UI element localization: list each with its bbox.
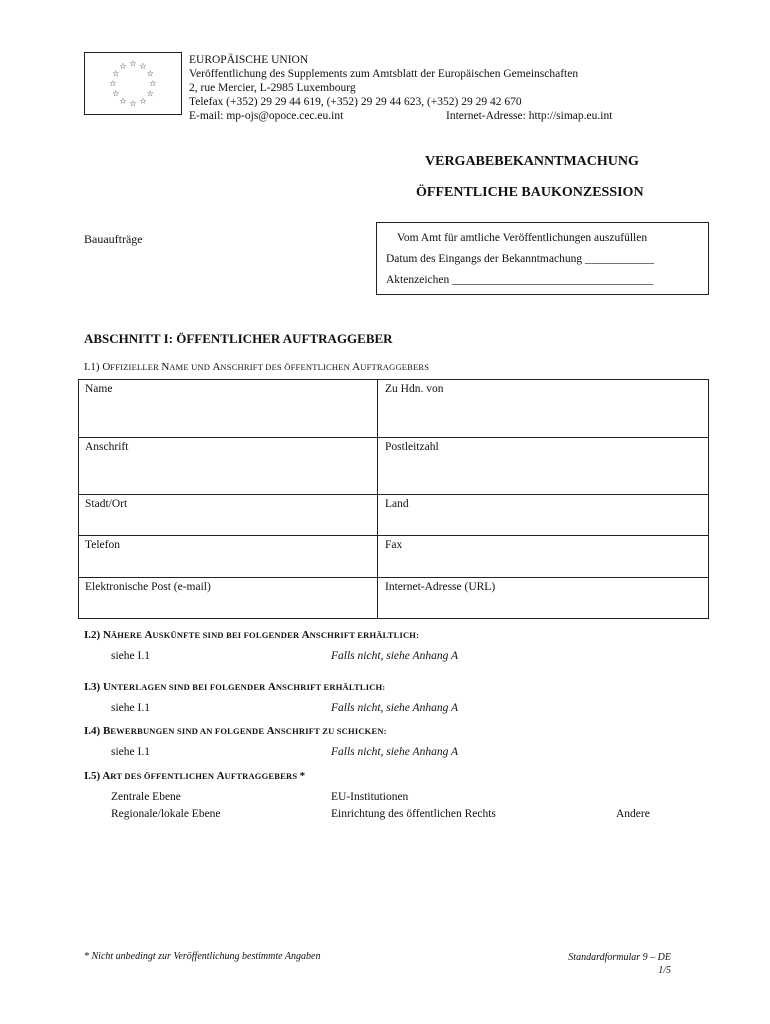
- eu-star-icon: ☆: [129, 59, 137, 68]
- header-internet: Internet-Adresse: http://simap.eu.int: [446, 110, 613, 122]
- eu-star-icon: ☆: [149, 79, 157, 88]
- eu-star-icon: ☆: [139, 61, 147, 71]
- header-org: EUROPÄISCHE UNION: [189, 54, 309, 66]
- postal-code-field[interactable]: Postleitzahl: [385, 441, 439, 453]
- header-email: E-mail: mp-ojs@opoce.cec.eu.int: [189, 110, 344, 122]
- header-telefax: Telefax (+352) 29 29 44 619, (+352) 29 29 44 623, (+352) 29 29 42 670: [189, 96, 522, 108]
- eu-flag-logo: [84, 52, 182, 115]
- url-field[interactable]: Internet-Adresse (URL): [385, 581, 496, 593]
- page-number: 1/5: [658, 965, 671, 976]
- contract-category: Bauaufträge: [84, 232, 143, 246]
- notice-subtitle: ÖFFENTLICHE BAUKONZESSION: [416, 185, 644, 200]
- type-central-label: Zentrale Ebene: [111, 791, 181, 803]
- header-publication: Veröffentlichung des Supplements zum Amtsblatt der Europäischen Gemeinschaften: [189, 68, 579, 80]
- table-row: [79, 495, 708, 536]
- type-regional-label: Regionale/lokale Ebene: [111, 808, 221, 820]
- eu-star-icon: ☆: [129, 99, 137, 108]
- phone-field[interactable]: Telefon: [79, 536, 378, 577]
- table-row: [79, 380, 708, 438]
- eu-star-icon: ☆: [112, 69, 120, 78]
- eu-star-icon: ☆: [119, 96, 127, 106]
- eu-star-icon: ☆: [112, 89, 120, 98]
- name-field[interactable]: Name: [79, 380, 378, 437]
- office-use-heading: Vom Amt für amtliche Veröffentlichungen auszufüllen: [397, 232, 648, 244]
- reference-number-field[interactable]: Aktenzeichen ___________________________________: [386, 274, 654, 286]
- city-field[interactable]: Stadt/Ort: [79, 495, 378, 535]
- office-use-box: [376, 222, 709, 295]
- fax-field[interactable]: Fax: [385, 539, 403, 551]
- footer-note: * Nicht unbedingt zur Veröffentlichung bestimmte Angaben: [84, 951, 321, 962]
- receipt-date-field[interactable]: Datum des Eingangs der Bekanntmachung ____________: [386, 253, 654, 265]
- section-title: ABSCHNITT I: ÖFFENTLICHER AUFTRAGGEBER: [84, 331, 393, 346]
- eu-star-icon: ☆: [139, 96, 147, 106]
- address-field[interactable]: Anschrift: [79, 438, 378, 494]
- notice-title: VERGABEBEKANNTMACHUNG: [425, 154, 639, 169]
- i2-otherwise-label: Falls nicht, siehe Anhang A: [331, 650, 459, 662]
- subsection-i4-heading: I.4) BEWERBUNGEN SIND AN FOLGENDE ANSCHRIFT ZU SCHICKEN:: [84, 725, 387, 737]
- subsection-i5-heading: I.5) ART DES ÖFFENTLICHEN AUFTRAGGEBERS *: [84, 770, 306, 782]
- type-other-label: Andere: [616, 808, 650, 820]
- subsection-i3-heading: I.3) UNTERLAGEN SIND BEI FOLGENDER ANSCHRIFT ERHÄLTLICH:: [84, 681, 386, 693]
- type-public-law-label: Einrichtung des öffentlichen Rechts: [331, 808, 496, 820]
- attention-field[interactable]: Zu Hdn. von: [385, 383, 444, 395]
- i4-see-i1-label: siehe I.1: [111, 746, 150, 758]
- contracting-authority-table: [78, 379, 709, 619]
- i3-otherwise-label: Falls nicht, siehe Anhang A: [331, 702, 459, 714]
- i3-see-i1-label: siehe I.1: [111, 702, 150, 714]
- eu-star-icon: ☆: [109, 79, 117, 88]
- table-row: [79, 536, 708, 578]
- footer-form-info: [545, 951, 671, 977]
- header-address: 2, rue Mercier, L-2985 Luxembourg: [189, 82, 356, 94]
- subsection-i2-heading: I.2) NÄHERE AUSKÜNFTE SIND BEI FOLGENDER ANSCHRIFT ERHÄLTLICH:: [84, 629, 420, 641]
- eu-star-icon: ☆: [146, 89, 154, 98]
- email-field[interactable]: Elektronische Post (e-mail): [79, 578, 378, 618]
- type-eu-label: EU-Institutionen: [331, 791, 409, 803]
- i4-otherwise-label: Falls nicht, siehe Anhang A: [331, 746, 459, 758]
- form-number: Standardformular 9 – DE: [568, 952, 671, 963]
- country-field[interactable]: Land: [385, 498, 409, 510]
- subsection-i1-heading: I.1) OFFIZIELLER NAME UND ANSCHRIFT DES ÖFFENTLICHEN AUFTRAGGEBERS: [84, 361, 430, 373]
- table-row: [79, 438, 708, 495]
- eu-star-icon: ☆: [146, 69, 154, 78]
- eu-star-icon: ☆: [119, 61, 127, 71]
- eu-flag-icon: [85, 53, 181, 114]
- i2-see-i1-label: siehe I.1: [111, 650, 150, 662]
- table-row: [79, 578, 708, 618]
- header-text: [189, 53, 613, 123]
